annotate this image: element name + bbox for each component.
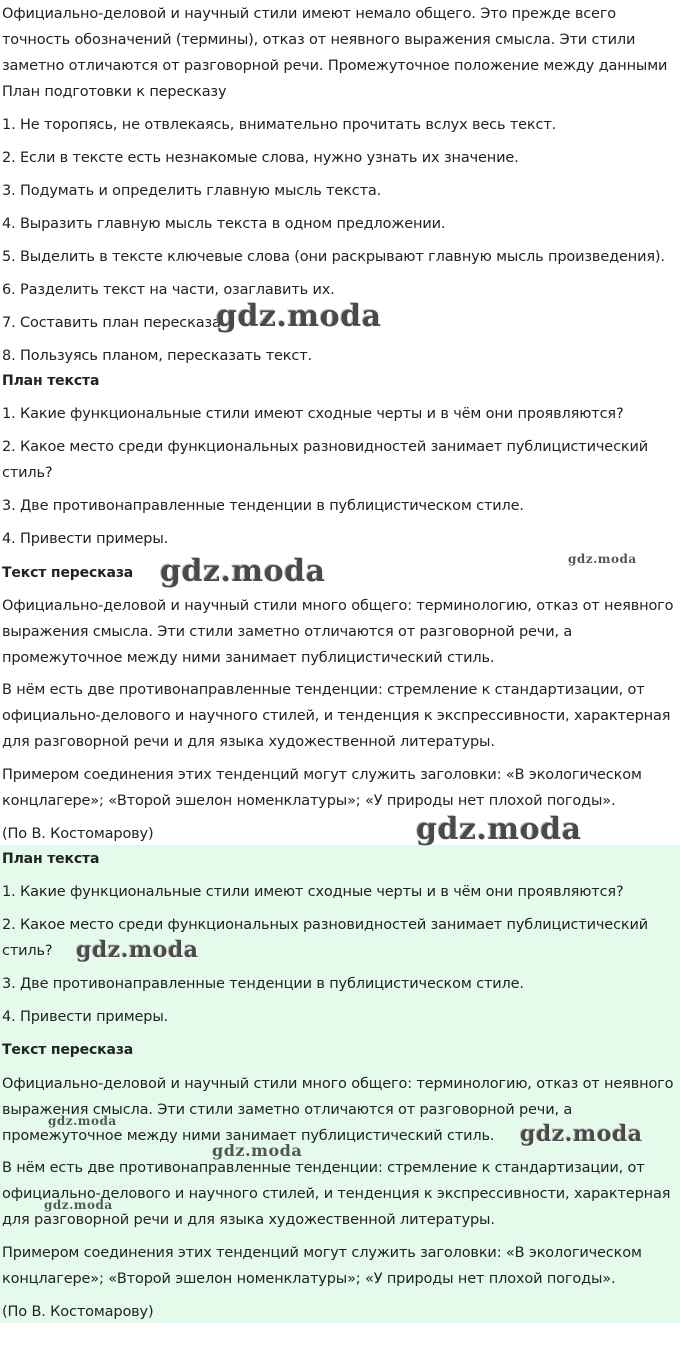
retell-line: В нём есть две противонаправленные тенденции: стремление к стандартизации, от — [2, 1160, 645, 1176]
retell-line: В нём есть две противонаправленные тенденции: стремление к стандартизации, от — [2, 682, 645, 698]
watermark: gdz.moda — [212, 1141, 303, 1160]
retell-line: концлагере»; «Второй эшелон номенклатуры»; «У природы нет плохой погоды». — [2, 793, 616, 809]
retell-line: промежуточное между ними занимает публицистический стиль. — [2, 1128, 495, 1144]
prep-step: 1. Не торопясь, не отвлекаясь, внимательно прочитать вслух весь текст. — [2, 117, 557, 133]
retell-line: выражения смысла. Эти стили заметно отличаются от разговорной речи, а — [2, 624, 573, 640]
plan-item: 3. Две противонаправленные тенденции в публицистическом стиле. — [2, 498, 524, 514]
watermark: gdz.moda — [160, 554, 326, 589]
retell-line: Примером соединения этих тенденций могут служить заголовки: «В экологическом — [2, 1245, 642, 1261]
plan-item: стиль? — [2, 465, 53, 481]
retell-line: выражения смысла. Эти стили заметно отличаются от разговорной речи, а — [2, 1102, 573, 1118]
retell-line: Официально-деловой и научный стили много общего: терминологию, отказ от неявного — [2, 598, 674, 614]
watermark: gdz.moda — [44, 1198, 113, 1212]
retell-line: для разговорной речи и для языка художественной литературы. — [2, 734, 495, 750]
prep-step: 7. Составить план пересказа. — [2, 315, 226, 331]
retell-source: (По В. Костомарову) — [2, 1304, 154, 1320]
prep-plan-title: План подготовки к пересказу — [2, 84, 227, 100]
plan-item: 2. Какое место среди функциональных разновидностей занимает публицистический — [2, 439, 649, 455]
prep-step: 6. Разделить текст на части, озаглавить их. — [2, 282, 335, 298]
retell-line: официально-делового и научного стилей, и тенденция к экспрессивности, характерная — [2, 1186, 671, 1202]
watermark: gdz.moda — [520, 1121, 643, 1147]
plan-item: 4. Привести примеры. — [2, 531, 169, 547]
prep-step: 8. Пользуясь планом, пересказать текст. — [2, 348, 312, 364]
plan-item: 3. Две противонаправленные тенденции в публицистическом стиле. — [2, 976, 524, 992]
watermark: gdz.moda — [76, 937, 199, 963]
plan-item: 2. Какое место среди функциональных разновидностей занимает публицистический — [2, 917, 649, 933]
plan-item: 4. Привести примеры. — [2, 1009, 169, 1025]
retell-line: концлагере»; «Второй эшелон номенклатуры»; «У природы нет плохой погоды». — [2, 1271, 616, 1287]
watermark: gdz.moda — [48, 1114, 117, 1128]
plan-item: 1. Какие функциональные стили имеют сходные черты и в чём они проявляются? — [2, 406, 624, 422]
plan-item: 1. Какие функциональные стили имеют сходные черты и в чём они проявляются? — [2, 884, 624, 900]
watermark: gdz.moda — [416, 812, 582, 847]
plan-item: стиль? — [2, 943, 53, 959]
retell-line: Официально-деловой и научный стили много общего: терминологию, отказ от неявного — [2, 1076, 674, 1092]
intro-line: Официально-деловой и научный стили имеют немало общего. Это прежде всего — [2, 6, 617, 22]
retell-line: промежуточное между ними занимает публицистический стиль. — [2, 650, 495, 666]
retell-line: Примером соединения этих тенденций могут служить заголовки: «В экологическом — [2, 767, 642, 783]
plan-heading: План текста — [2, 851, 100, 867]
retell-source: (По В. Костомарову) — [2, 826, 154, 842]
watermark: gdz.moda — [216, 299, 382, 334]
retell-line: официально-делового и научного стилей, и тенденция к экспрессивности, характерная — [2, 708, 671, 724]
intro-line: точность обозначений (термины), отказ от неявного выражения смысла. Эти стили — [2, 32, 636, 48]
watermark: gdz.moda — [568, 552, 637, 566]
prep-step: 4. Выразить главную мысль текста в одном предложении. — [2, 216, 446, 232]
prep-step: 2. Если в тексте есть незнакомые слова, нужно узнать их значение. — [2, 150, 519, 166]
prep-step: 3. Подумать и определить главную мысль текста. — [2, 183, 382, 199]
retell-heading: Текст пересказа — [2, 565, 134, 581]
retell-line: для разговорной речи и для языка художественной литературы. — [2, 1212, 495, 1228]
retell-heading: Текст пересказа — [2, 1042, 134, 1058]
prep-step: 5. Выделить в тексте ключевые слова (они раскрывают главную мысль произведения). — [2, 249, 665, 265]
intro-line: заметно отличаются от разговорной речи. Промежуточное положение между данными — [2, 58, 668, 74]
plan-heading: План текста — [2, 373, 100, 389]
